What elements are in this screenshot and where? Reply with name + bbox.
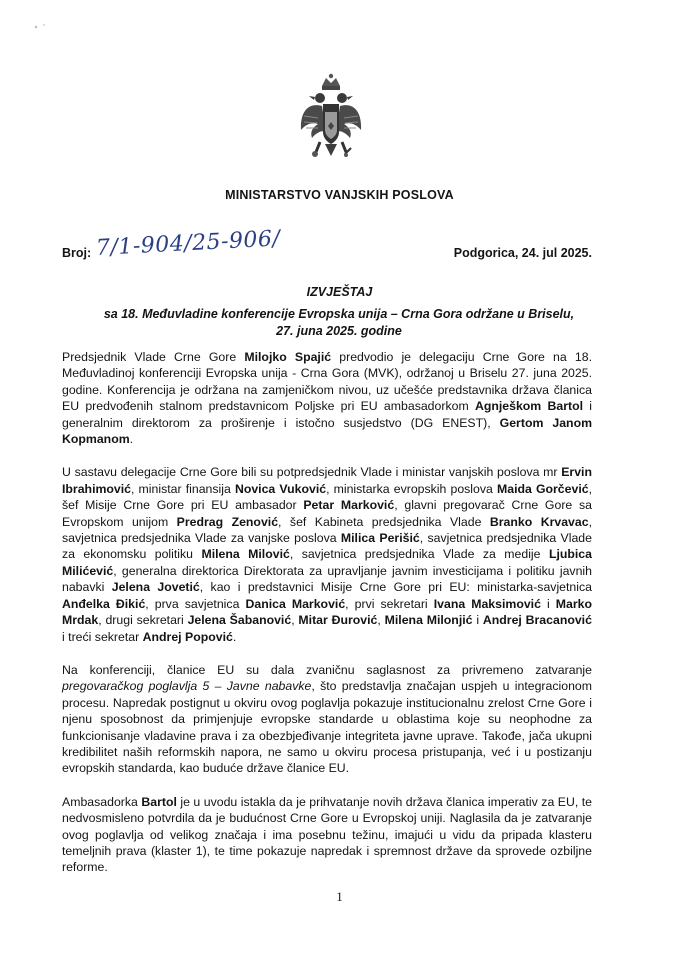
paragraph-chapter-closure: Na konferenciji, članice EU su dala zvaničnu saglasnost za privremeno zatvaranje pregovaračkog poglavlja 5 – Javne nabavke, što predstavlja značajan uspjeh u integracionom procesu. Napredak postignut u okviru ovog poglavlja pokazuje institucionalnu zrelost Crne Gore i njenu sposobnost da primjenjuje evropske standarde u oblastima koje su neophodne za funkcionisanje vladavine prava i za obezbjeđivanje integriteta javne uprave. Takođe, jača ukupni kredibilitet naših reformskih napora, ne samo u okviru procesa pristupanja, već i u postizanju evropskih standarda, kao buduće države članice EU. [62,662,593,776]
document-subtitle: sa 18. Međuvladine konferencije Evropska unija – Crna Gora održane u Briselu, 27. juna 2025. godine [103,307,575,338]
paragraph-ambassador-statement: Ambasadorka Bartol je u uvodu istakla da je prihvatanje novih država članica imperativ za EU, te nedvosmisleno potvrdila da je budućnost Crne Gore u Evropskoj uniji. Naglasila da je zatvaranje ovog poglavlja od velikog značaja i ima posebnu težinu, imajući u vidu da pripada klasteru temeljnih prava (klaster 1), te time pokazuje napredak i spremnost države da sprovede ozbiljne reforme. [62,794,592,875]
reference-row [62,226,592,266]
report-body [62,349,592,893]
montenegro-coat-of-arms-icon [298,72,364,164]
page-number: 1 [336,889,343,904]
ministry-heading: MINISTARSTVO VANJSKIH POSLOVA [225,188,454,202]
document-title: IZVJEŠTAJ [306,285,373,299]
place-and-date: Podgorica, 24. jul 2025. [453,246,592,260]
scan-speck-mark [32,22,50,32]
paragraph-delegation-members: U sastavu delegacije Crne Gore bili su potpredsjednik Vlade i ministar vanjskih poslova mr Ervin Ibrahimović, ministar finansija Novica Vuković, ministarka evropskih poslova Maida Gorčević, šef Misije Crne Gore pri EU ambasador Petar Marković, glavni pregovarač Crne Gore sa Evropskom unijom Predrag Zenović, šef Kabineta predsjednika Vlade Branko Krvavac, savjetnica predsjednika Vlade za vanjske poslova Milica Perišić, savjetnica predsjednika Vlade za ekonomsku politiku Milena Milović, savjetnica predsjednika Vlade za medije Ljubica Milićević, generalna direktorica Direktorata za upravljanje javnim investicijama i politiku javnih nabavki Jelena Jovetić, kao i predstavnici Misije Crne Gore pri EU: ministarka-savjetnica Anđelka Đikić, prva savjetnica Danica Marković, prvi sekretari Ivana Maksimović i Marko Mrdak, drugi sekretari Jelena Šabanović, Mitar Đurović, Milena Milonjić i Andrej Bracanović i treći sekretar Andrej Popović. [62,465,592,644]
paragraph-delegation-lead: Predsjednik Vlade Crne Gore Milojko Spajić predvodio je delegaciju Crne Gore na 18. Međuvladinoj konferenciji Evropska unija - Crna Gora (MVK), održanoj u Briselu 27. juna 2025. godine. Konferencija je održana na zamjeničkom nivou, uz učešće predstavnika država članica EU predvođenih stalnom predstavnicom Poljske pri EU ambasadorkom Agnješkom Bartol i generalnim direktorom za proširenje i istočno susjedstvo (DG ENEST), Gertom Janom Kopmanom. [62,350,593,447]
reference-number-handwritten: 7/1-904/25-906/ [95,226,281,261]
reference-number-label: Broj: [62,246,92,260]
